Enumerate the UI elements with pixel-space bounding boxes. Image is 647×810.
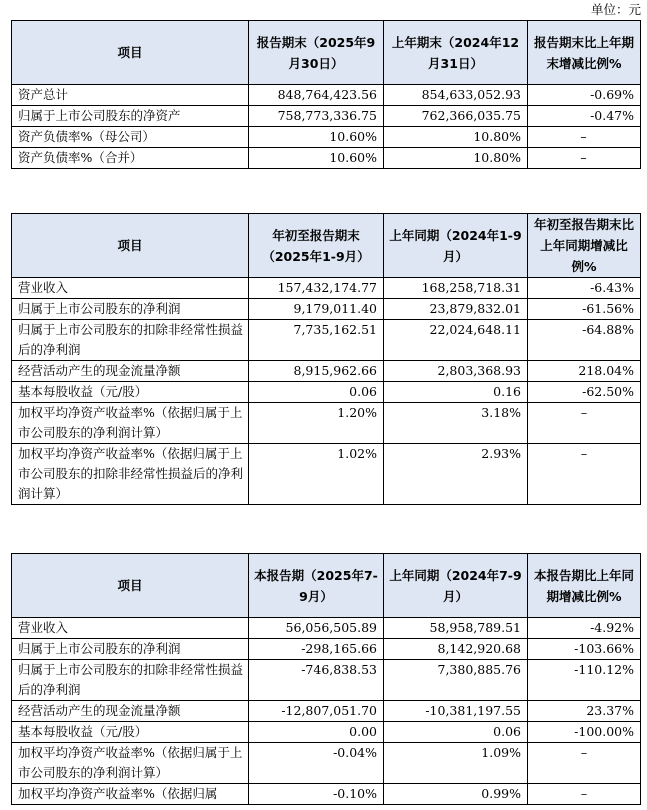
cell-current: 1.02% xyxy=(249,444,384,505)
cell-change: – xyxy=(528,743,641,784)
row-label: 经营活动产生的现金流量净额 xyxy=(12,361,249,382)
header-item: 项目 xyxy=(12,554,249,618)
table-row xyxy=(12,299,641,320)
unit-label: 单位：元 xyxy=(590,2,641,17)
cell-prior: 10.80% xyxy=(384,127,528,148)
table-row xyxy=(12,85,641,106)
cell-change: -62.50% xyxy=(528,382,641,403)
cell-current: 8,915,962.66 xyxy=(249,361,384,382)
table-header-row xyxy=(12,214,641,278)
cell-prior: 854,633,052.93 xyxy=(384,85,528,106)
cell-current: 848,764,423.56 xyxy=(249,85,384,106)
header-prior-quarter: 上年同期（2024年7-9月） xyxy=(384,554,528,618)
row-label: 资产负债率%（合并） xyxy=(12,148,249,169)
row-label: 归属于上市公司股东的净利润 xyxy=(12,299,249,320)
cell-prior: -10,381,197.55 xyxy=(384,701,528,722)
row-label: 加权平均净资产收益率%（依据归属于上市公司股东的净利润计算） xyxy=(12,403,249,444)
table-row xyxy=(12,743,641,784)
cell-prior: 10.80% xyxy=(384,148,528,169)
row-label: 加权平均净资产收益率%（依据归属于上市公司股东的扣除非经常性损益后的净利润计算） xyxy=(12,444,249,505)
row-label: 归属于上市公司股东的扣除非经常性损益后的净利润 xyxy=(12,660,249,701)
cell-change: -103.66% xyxy=(528,639,641,660)
cell-change: 23.37% xyxy=(528,701,641,722)
row-label: 加权平均净资产收益率%（依据归属于上市公司股东的净利润计算） xyxy=(12,743,249,784)
cell-current: 56,056,505.89 xyxy=(249,618,384,639)
header-change-percent: 本报告期比上年同期增减比例% xyxy=(528,554,641,618)
table-row xyxy=(12,701,641,722)
cell-change: -0.69% xyxy=(528,85,641,106)
table-row xyxy=(12,784,641,805)
cell-prior: 2,803,368.93 xyxy=(384,361,528,382)
cell-current: 1.20% xyxy=(249,403,384,444)
balance-table xyxy=(11,20,641,169)
cell-change: -100.00% xyxy=(528,722,641,743)
cell-current: 157,432,174.77 xyxy=(249,278,384,299)
cell-change: -64.88% xyxy=(528,320,641,361)
cell-current: -298,165.66 xyxy=(249,639,384,660)
cell-change: 218.04% xyxy=(528,361,641,382)
header-ytd: 年初至报告期末（2025年1-9月） xyxy=(249,214,384,278)
row-label: 经营活动产生的现金流量净额 xyxy=(12,701,249,722)
cell-prior: 0.99% xyxy=(384,784,528,805)
header-period-end: 报告期末（2025年9月30日） xyxy=(249,21,384,85)
cell-change: – xyxy=(528,148,641,169)
cell-prior: 7,380,885.76 xyxy=(384,660,528,701)
table-row xyxy=(12,361,641,382)
row-label: 营业收入 xyxy=(12,278,249,299)
ytd-table xyxy=(11,213,641,505)
cell-prior: 762,366,035.75 xyxy=(384,106,528,127)
cell-change: – xyxy=(528,127,641,148)
header-item: 项目 xyxy=(12,21,249,85)
cell-prior: 0.16 xyxy=(384,382,528,403)
table-row xyxy=(12,278,641,299)
row-label: 资产负债率%（母公司） xyxy=(12,127,249,148)
cell-change: – xyxy=(528,444,641,505)
cell-prior: 0.06 xyxy=(384,722,528,743)
quarter-table xyxy=(11,553,641,805)
table-row xyxy=(12,639,641,660)
cell-change: -4.92% xyxy=(528,618,641,639)
cell-current: 9,179,011.40 xyxy=(249,299,384,320)
cell-current: -0.04% xyxy=(249,743,384,784)
cell-prior: 3.18% xyxy=(384,403,528,444)
cell-change: – xyxy=(528,403,641,444)
table-row xyxy=(12,660,641,701)
row-label: 加权平均净资产收益率%（依据归属 xyxy=(12,784,249,805)
row-label: 资产总计 xyxy=(12,85,249,106)
table-header-row xyxy=(12,554,641,618)
cell-current: 7,735,162.51 xyxy=(249,320,384,361)
row-label: 归属于上市公司股东的扣除非经常性损益后的净利润 xyxy=(12,320,249,361)
header-item: 项目 xyxy=(12,214,249,278)
table-row xyxy=(12,320,641,361)
table-header-row xyxy=(12,21,641,85)
cell-prior: 168,258,718.31 xyxy=(384,278,528,299)
table-row xyxy=(12,127,641,148)
cell-prior: 58,958,789.51 xyxy=(384,618,528,639)
header-quarter: 本报告期（2025年7-9月） xyxy=(249,554,384,618)
table-row xyxy=(12,382,641,403)
cell-current: -12,807,051.70 xyxy=(249,701,384,722)
header-prior-ytd: 上年同期（2024年1-9月） xyxy=(384,214,528,278)
cell-current: 758,773,336.75 xyxy=(249,106,384,127)
header-prior-year-end: 上年期末（2024年12月31日） xyxy=(384,21,528,85)
cell-change: -0.47% xyxy=(528,106,641,127)
cell-prior: 8,142,920.68 xyxy=(384,639,528,660)
cell-current: -0.10% xyxy=(249,784,384,805)
table-row xyxy=(12,722,641,743)
row-label: 基本每股收益（元/股） xyxy=(12,722,249,743)
table-row xyxy=(12,106,641,127)
table-row xyxy=(12,148,641,169)
cell-current: 10.60% xyxy=(249,148,384,169)
cell-current: -746,838.53 xyxy=(249,660,384,701)
table-row xyxy=(12,618,641,639)
cell-change: -110.12% xyxy=(528,660,641,701)
cell-prior: 1.09% xyxy=(384,743,528,784)
cell-current: 0.00 xyxy=(249,722,384,743)
cell-current: 10.60% xyxy=(249,127,384,148)
cell-current: 0.06 xyxy=(249,382,384,403)
cell-prior: 2.93% xyxy=(384,444,528,505)
cell-prior: 23,879,832.01 xyxy=(384,299,528,320)
cell-change: -61.56% xyxy=(528,299,641,320)
table-row xyxy=(12,403,641,444)
table-row xyxy=(12,444,641,505)
header-change-percent: 报告期末比上年期末增减比例% xyxy=(528,21,641,85)
cell-prior: 22,024,648.11 xyxy=(384,320,528,361)
row-label: 基本每股收益（元/股） xyxy=(12,382,249,403)
row-label: 营业收入 xyxy=(12,618,249,639)
row-label: 归属于上市公司股东的净利润 xyxy=(12,639,249,660)
row-label: 归属于上市公司股东的净资产 xyxy=(12,106,249,127)
header-change-percent: 年初至报告期末比上年同期增减比例% xyxy=(528,214,641,278)
cell-change: -6.43% xyxy=(528,278,641,299)
cell-change: – xyxy=(528,784,641,805)
